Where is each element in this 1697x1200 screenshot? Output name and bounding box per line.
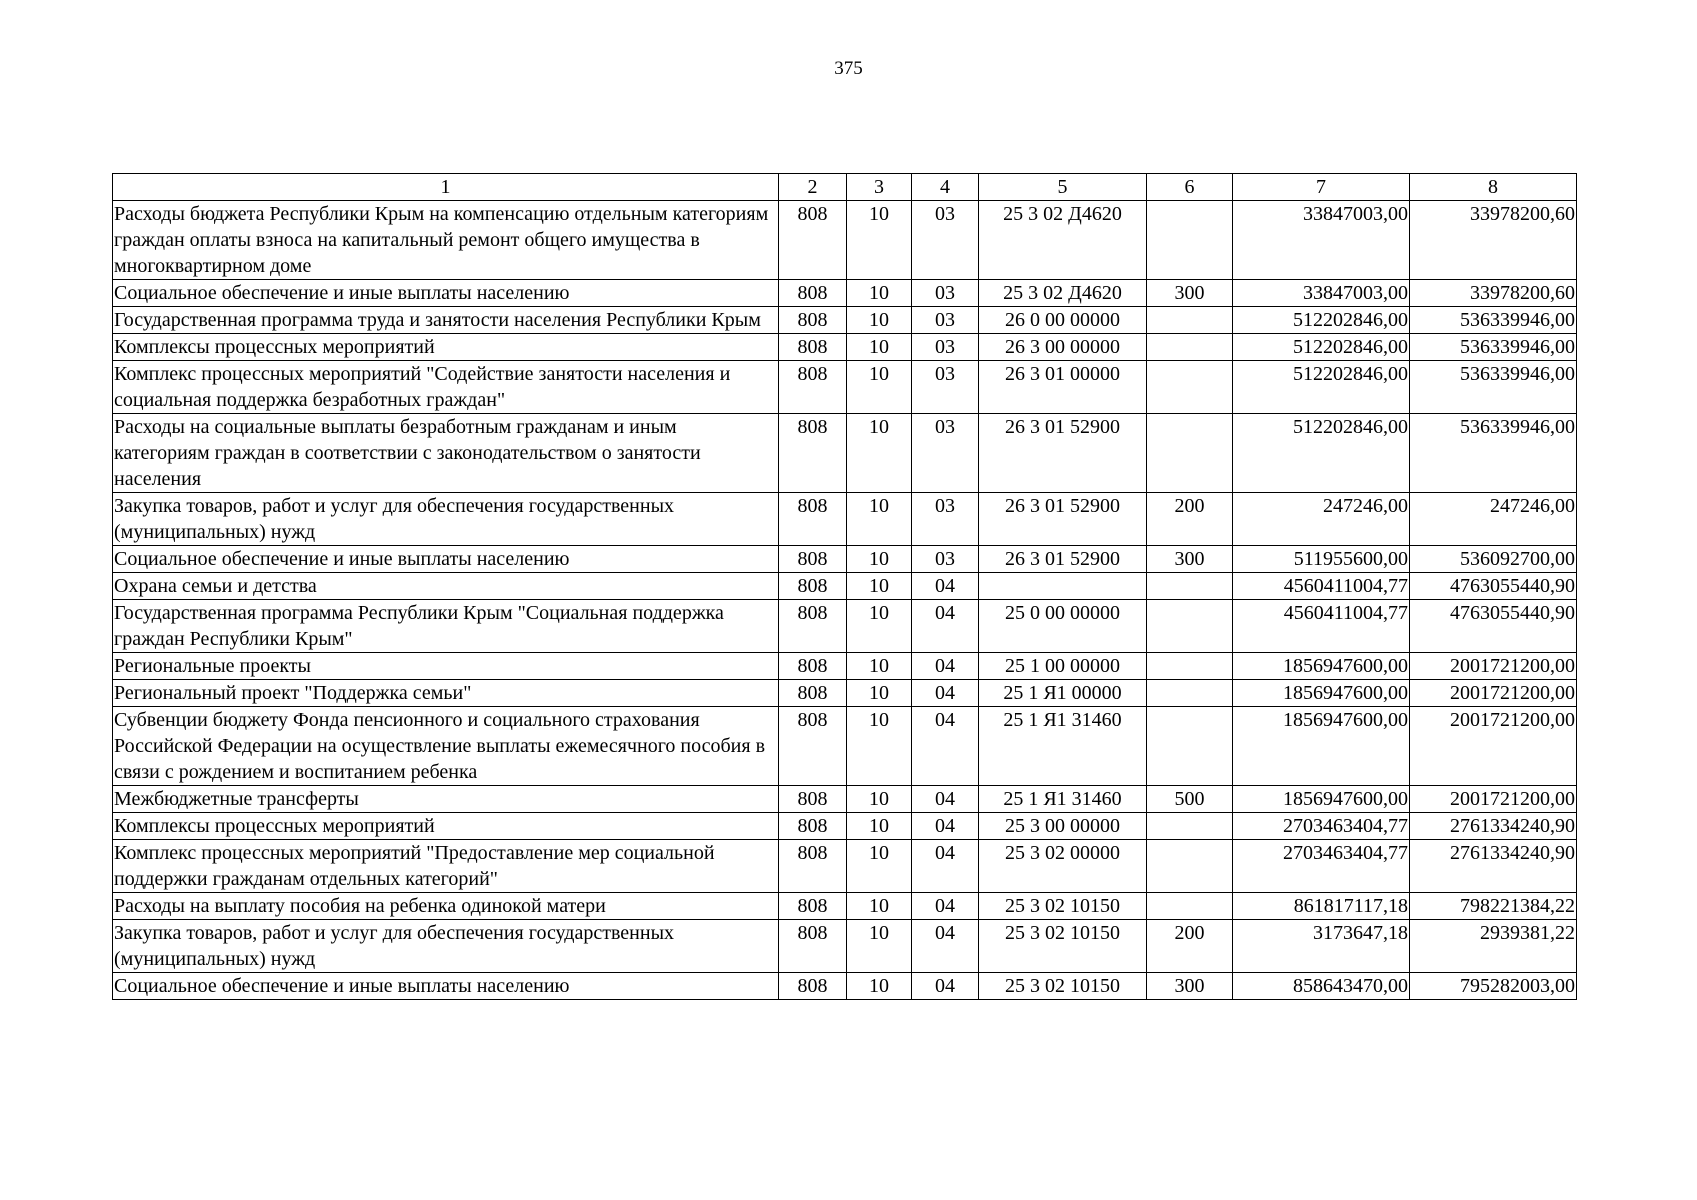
row-name-cell: Субвенции бюджету Фонда пенсионного и социального страхования Российской Федерации на осуществление выплаты ежемесячного пособия в связи с рождением и воспитанием ребенка xyxy=(113,707,779,786)
row-name-cell: Закупка товаров, работ и услуг для обеспечения государственных (муниципальных) нужд xyxy=(113,493,779,546)
amount-year2-cell: 247246,00 xyxy=(1410,493,1577,546)
header-cell: 4 xyxy=(912,174,979,201)
amount-year2-cell: 536092700,00 xyxy=(1410,546,1577,573)
amount-year2-cell: 536339946,00 xyxy=(1410,414,1577,493)
header-row xyxy=(113,174,1577,201)
row-name-cell: Межбюджетные трансферты xyxy=(113,786,779,813)
expense-type-cell: 200 xyxy=(1147,920,1233,973)
code-cell: 808 xyxy=(779,973,847,1000)
expense-type-cell xyxy=(1147,653,1233,680)
row-name-cell: Комплексы процессных мероприятий xyxy=(113,813,779,840)
table-row xyxy=(113,280,1577,307)
amount-year2-cell: 795282003,00 xyxy=(1410,973,1577,1000)
subsection-cell: 03 xyxy=(912,334,979,361)
amount-year1-cell: 858643470,00 xyxy=(1233,973,1410,1000)
expense-type-cell: 300 xyxy=(1147,280,1233,307)
table-row xyxy=(113,546,1577,573)
row-name-cell: Охрана семьи и детства xyxy=(113,573,779,600)
table-row xyxy=(113,653,1577,680)
subsection-cell: 03 xyxy=(912,201,979,280)
amount-year2-cell: 2939381,22 xyxy=(1410,920,1577,973)
table-row xyxy=(113,813,1577,840)
table-row xyxy=(113,680,1577,707)
subsection-cell: 04 xyxy=(912,653,979,680)
expense-type-cell: 500 xyxy=(1147,786,1233,813)
amount-year1-cell: 1856947600,00 xyxy=(1233,707,1410,786)
amount-year1-cell: 33847003,00 xyxy=(1233,280,1410,307)
code-cell: 808 xyxy=(779,920,847,973)
expense-type-cell xyxy=(1147,573,1233,600)
expense-type-cell xyxy=(1147,307,1233,334)
subsection-cell: 04 xyxy=(912,973,979,1000)
table-row xyxy=(113,334,1577,361)
amount-year2-cell: 4763055440,90 xyxy=(1410,573,1577,600)
code-cell: 808 xyxy=(779,893,847,920)
amount-year1-cell: 512202846,00 xyxy=(1233,414,1410,493)
target-article-cell: 26 3 01 52900 xyxy=(979,414,1147,493)
target-article-cell: 25 3 02 10150 xyxy=(979,973,1147,1000)
expense-type-cell xyxy=(1147,840,1233,893)
subsection-cell: 03 xyxy=(912,361,979,414)
section-cell: 10 xyxy=(847,973,912,1000)
subsection-cell: 03 xyxy=(912,546,979,573)
section-cell: 10 xyxy=(847,680,912,707)
code-cell: 808 xyxy=(779,707,847,786)
code-cell: 808 xyxy=(779,546,847,573)
amount-year2-cell: 798221384,22 xyxy=(1410,893,1577,920)
expense-type-cell xyxy=(1147,201,1233,280)
code-cell: 808 xyxy=(779,414,847,493)
table-row xyxy=(113,361,1577,414)
amount-year2-cell: 33978200,60 xyxy=(1410,201,1577,280)
header-cell: 8 xyxy=(1410,174,1577,201)
amount-year1-cell: 3173647,18 xyxy=(1233,920,1410,973)
subsection-cell: 03 xyxy=(912,414,979,493)
subsection-cell: 04 xyxy=(912,573,979,600)
expense-type-cell: 200 xyxy=(1147,493,1233,546)
expense-type-cell xyxy=(1147,680,1233,707)
code-cell: 808 xyxy=(779,307,847,334)
amount-year1-cell: 1856947600,00 xyxy=(1233,653,1410,680)
amount-year1-cell: 2703463404,77 xyxy=(1233,840,1410,893)
table-row xyxy=(113,307,1577,334)
amount-year1-cell: 512202846,00 xyxy=(1233,307,1410,334)
amount-year2-cell: 2001721200,00 xyxy=(1410,707,1577,786)
header-cell: 3 xyxy=(847,174,912,201)
row-name-cell: Комплексы процессных мероприятий xyxy=(113,334,779,361)
table-row xyxy=(113,920,1577,973)
header-cell: 2 xyxy=(779,174,847,201)
section-cell: 10 xyxy=(847,546,912,573)
subsection-cell: 04 xyxy=(912,786,979,813)
target-article-cell: 25 3 02 Д4620 xyxy=(979,201,1147,280)
code-cell: 808 xyxy=(779,840,847,893)
subsection-cell: 03 xyxy=(912,307,979,334)
row-name-cell: Расходы бюджета Республики Крым на компенсацию отдельным категориям граждан оплаты взноса на капитальный ремонт общего имущества в многоквартирном доме xyxy=(113,201,779,280)
amount-year1-cell: 2703463404,77 xyxy=(1233,813,1410,840)
budget-table xyxy=(112,173,1577,1000)
amount-year2-cell: 33978200,60 xyxy=(1410,280,1577,307)
code-cell: 808 xyxy=(779,361,847,414)
section-cell: 10 xyxy=(847,920,912,973)
subsection-cell: 03 xyxy=(912,493,979,546)
subsection-cell: 03 xyxy=(912,280,979,307)
target-article-cell: 26 3 00 00000 xyxy=(979,334,1147,361)
target-article-cell: 25 3 02 10150 xyxy=(979,920,1147,973)
row-name-cell: Расходы на выплату пособия на ребенка одинокой матери xyxy=(113,893,779,920)
code-cell: 808 xyxy=(779,813,847,840)
amount-year2-cell: 536339946,00 xyxy=(1410,307,1577,334)
table-row xyxy=(113,973,1577,1000)
code-cell: 808 xyxy=(779,493,847,546)
table-row xyxy=(113,840,1577,893)
expense-type-cell xyxy=(1147,707,1233,786)
target-article-cell: 25 3 02 Д4620 xyxy=(979,280,1147,307)
section-cell: 10 xyxy=(847,653,912,680)
section-cell: 10 xyxy=(847,280,912,307)
amount-year1-cell: 512202846,00 xyxy=(1233,334,1410,361)
amount-year2-cell: 536339946,00 xyxy=(1410,361,1577,414)
target-article-cell: 25 1 00 00000 xyxy=(979,653,1147,680)
section-cell: 10 xyxy=(847,573,912,600)
row-name-cell: Социальное обеспечение и иные выплаты населению xyxy=(113,280,779,307)
subsection-cell: 04 xyxy=(912,920,979,973)
table-row xyxy=(113,707,1577,786)
code-cell: 808 xyxy=(779,680,847,707)
target-article-cell: 25 1 Я1 00000 xyxy=(979,680,1147,707)
target-article-cell: 25 3 02 10150 xyxy=(979,893,1147,920)
table-row xyxy=(113,893,1577,920)
subsection-cell: 04 xyxy=(912,893,979,920)
table-row xyxy=(113,600,1577,653)
amount-year2-cell: 2761334240,90 xyxy=(1410,840,1577,893)
target-article-cell: 25 1 Я1 31460 xyxy=(979,707,1147,786)
target-article-cell: 25 3 00 00000 xyxy=(979,813,1147,840)
amount-year2-cell: 2001721200,00 xyxy=(1410,680,1577,707)
section-cell: 10 xyxy=(847,707,912,786)
amount-year1-cell: 861817117,18 xyxy=(1233,893,1410,920)
amount-year1-cell: 4560411004,77 xyxy=(1233,600,1410,653)
row-name-cell: Региональные проекты xyxy=(113,653,779,680)
subsection-cell: 04 xyxy=(912,600,979,653)
section-cell: 10 xyxy=(847,334,912,361)
table-row xyxy=(113,201,1577,280)
expense-type-cell xyxy=(1147,414,1233,493)
header-cell: 1 xyxy=(113,174,779,201)
page-number: 375 xyxy=(834,58,863,79)
subsection-cell: 04 xyxy=(912,840,979,893)
expense-type-cell: 300 xyxy=(1147,546,1233,573)
code-cell: 808 xyxy=(779,201,847,280)
section-cell: 10 xyxy=(847,361,912,414)
code-cell: 808 xyxy=(779,573,847,600)
target-article-cell: 25 0 00 00000 xyxy=(979,600,1147,653)
row-name-cell: Комплекс процессных мероприятий "Содействие занятости населения и социальная поддержка безработных граждан" xyxy=(113,361,779,414)
amount-year1-cell: 511955600,00 xyxy=(1233,546,1410,573)
amount-year2-cell: 2001721200,00 xyxy=(1410,653,1577,680)
amount-year1-cell: 1856947600,00 xyxy=(1233,680,1410,707)
target-article-cell: 26 3 01 52900 xyxy=(979,546,1147,573)
table-row xyxy=(113,786,1577,813)
section-cell: 10 xyxy=(847,893,912,920)
table-row xyxy=(113,493,1577,546)
expense-type-cell xyxy=(1147,600,1233,653)
section-cell: 10 xyxy=(847,786,912,813)
amount-year1-cell: 512202846,00 xyxy=(1233,361,1410,414)
code-cell: 808 xyxy=(779,280,847,307)
amount-year2-cell: 2001721200,00 xyxy=(1410,786,1577,813)
section-cell: 10 xyxy=(847,493,912,546)
subsection-cell: 04 xyxy=(912,813,979,840)
row-name-cell: Государственная программа труда и занятости населения Республики Крым xyxy=(113,307,779,334)
subsection-cell: 04 xyxy=(912,680,979,707)
target-article-cell: 25 1 Я1 31460 xyxy=(979,786,1147,813)
header-cell: 5 xyxy=(979,174,1147,201)
row-name-cell: Региональный проект "Поддержка семьи" xyxy=(113,680,779,707)
code-cell: 808 xyxy=(779,653,847,680)
section-cell: 10 xyxy=(847,414,912,493)
code-cell: 808 xyxy=(779,334,847,361)
target-article-cell: 25 3 02 00000 xyxy=(979,840,1147,893)
amount-year2-cell: 4763055440,90 xyxy=(1410,600,1577,653)
row-name-cell: Комплекс процессных мероприятий "Предоставление мер социальной поддержки гражданам отдельных категорий" xyxy=(113,840,779,893)
target-article-cell: 26 3 01 52900 xyxy=(979,493,1147,546)
amount-year1-cell: 247246,00 xyxy=(1233,493,1410,546)
amount-year2-cell: 2761334240,90 xyxy=(1410,813,1577,840)
row-name-cell: Закупка товаров, работ и услуг для обеспечения государственных (муниципальных) нужд xyxy=(113,920,779,973)
amount-year1-cell: 4560411004,77 xyxy=(1233,573,1410,600)
expense-type-cell xyxy=(1147,334,1233,361)
table-row xyxy=(113,414,1577,493)
expense-type-cell xyxy=(1147,361,1233,414)
row-name-cell: Государственная программа Республики Крым "Социальная поддержка граждан Республики Крым" xyxy=(113,600,779,653)
table-row xyxy=(113,573,1577,600)
header-cell: 7 xyxy=(1233,174,1410,201)
code-cell: 808 xyxy=(779,786,847,813)
row-name-cell: Социальное обеспечение и иные выплаты населению xyxy=(113,973,779,1000)
section-cell: 10 xyxy=(847,307,912,334)
section-cell: 10 xyxy=(847,840,912,893)
code-cell: 808 xyxy=(779,600,847,653)
subsection-cell: 04 xyxy=(912,707,979,786)
amount-year2-cell: 536339946,00 xyxy=(1410,334,1577,361)
section-cell: 10 xyxy=(847,600,912,653)
target-article-cell: 26 3 01 00000 xyxy=(979,361,1147,414)
section-cell: 10 xyxy=(847,201,912,280)
expense-type-cell xyxy=(1147,893,1233,920)
expense-type-cell xyxy=(1147,813,1233,840)
expense-type-cell: 300 xyxy=(1147,973,1233,1000)
amount-year1-cell: 33847003,00 xyxy=(1233,201,1410,280)
row-name-cell: Расходы на социальные выплаты безработным гражданам и иным категориям граждан в соответствии с законодательством о занятости населения xyxy=(113,414,779,493)
amount-year1-cell: 1856947600,00 xyxy=(1233,786,1410,813)
target-article-cell xyxy=(979,573,1147,600)
header-cell: 6 xyxy=(1147,174,1233,201)
target-article-cell: 26 0 00 00000 xyxy=(979,307,1147,334)
row-name-cell: Социальное обеспечение и иные выплаты населению xyxy=(113,546,779,573)
section-cell: 10 xyxy=(847,813,912,840)
